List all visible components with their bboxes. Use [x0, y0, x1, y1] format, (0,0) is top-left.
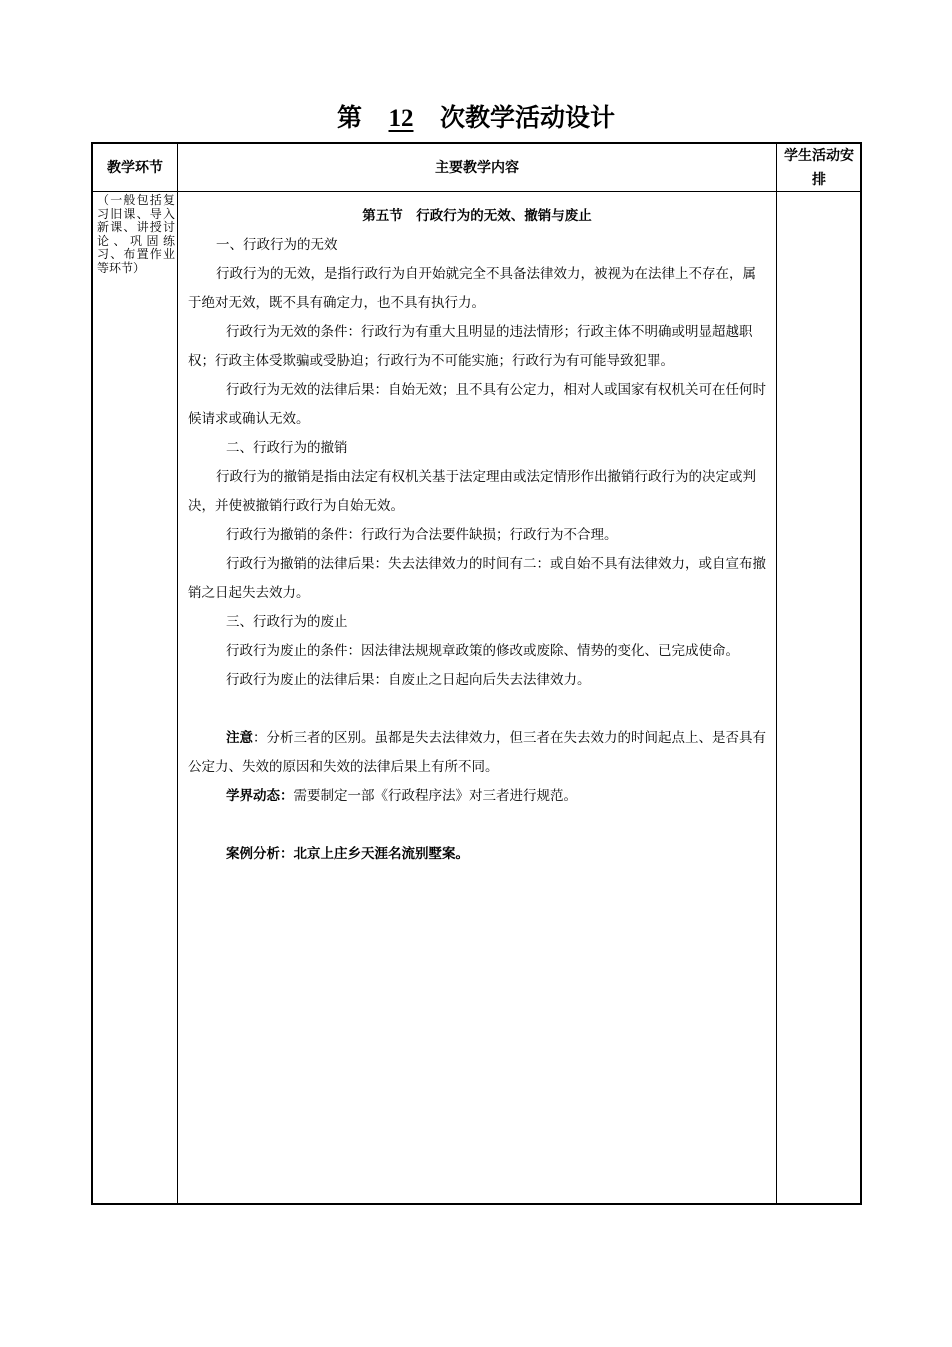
para-abolition-consequences: 行政行为废止的法律后果：自废止之日起向后失去法律效力。: [226, 672, 591, 688]
header-divider: [93, 191, 860, 192]
heading-invalidity: 一、行政行为的无效: [216, 237, 338, 253]
trend-text: 需要制定一部《行政程序法》对三者进行规范。: [293, 788, 577, 804]
case-text: 案例分析：北京上庄乡天涯名流别墅案。: [226, 846, 469, 862]
para-invalidity-definition: 行政行为的无效，是指行政行为自开始就完全不具备法律效力，被视为在法律上不存在，属于绝对无效，既不具有确定力，也不具有执行力。: [188, 266, 756, 311]
title-prefix: 第: [336, 103, 362, 132]
note-text: ：分析三者的区别。虽都是失去法律效力，但三者在失去效力的时间起点上、是否具有公定力、失效的原因和失效的法律后果上有所不同。: [188, 730, 766, 775]
para-case-analysis: [188, 840, 766, 869]
note-label: 注意: [226, 730, 253, 746]
para-abolition-conditions: 行政行为废止的条件：因法律法规规章政策的修改或废除、情势的变化、已完成使命。: [226, 643, 739, 659]
para-note: [188, 724, 766, 782]
heading-revocation: 二、行政行为的撤销: [226, 440, 348, 456]
teaching-stage-note: （一般包括复习旧课、导入新课、讲授讨论、巩固练习、布置作业等环节）: [97, 193, 175, 275]
para-revocation-definition: 行政行为的撤销是指由法定有权机关基于法定理由或法定情形作出撤销行政行为的决定或判决，并使被撤销行政行为自始无效。: [188, 469, 756, 514]
heading-abolition: 三、行政行为的废止: [226, 614, 348, 630]
section-title: 第五节 行政行为的无效、撤销与废止: [362, 208, 592, 224]
column-divider-1: [177, 144, 178, 1203]
page-title: [0, 98, 952, 134]
column-divider-2: [776, 144, 777, 1203]
title-number: 12: [388, 105, 414, 132]
para-invalidity-conditions: 行政行为无效的条件：行政行为有重大且明显的违法情形；行政主体不明确或明显超越职权；行政主体受欺骗或受胁迫；行政行为不可能实施；行政行为有可能导致犯罪。: [188, 324, 753, 369]
para-revocation-conditions: 行政行为撤销的条件：行政行为合法要件缺损；行政行为不合理。: [226, 527, 618, 543]
header-main-content: 主要教学内容: [435, 159, 519, 176]
para-academic-trend: [188, 782, 766, 811]
header-student-activity: 学生活动安排: [784, 147, 854, 188]
para-invalidity-consequences: 行政行为无效的法律后果：自始无效；且不具有公定力，相对人或国家有权机关可在任何时候请求或确认无效。: [188, 382, 766, 427]
trend-label: 学界动态：: [226, 788, 294, 804]
title-suffix: 次教学活动设计: [440, 103, 616, 132]
para-revocation-consequences: 行政行为撤销的法律后果：失去法律效力的时间有二：或自始不具有法律效力，或自宣布撤销之日起失去效力。: [188, 556, 766, 601]
main-content: [188, 202, 766, 869]
lesson-design-table: [91, 142, 862, 1205]
header-teaching-stage: 教学环节: [107, 159, 163, 176]
